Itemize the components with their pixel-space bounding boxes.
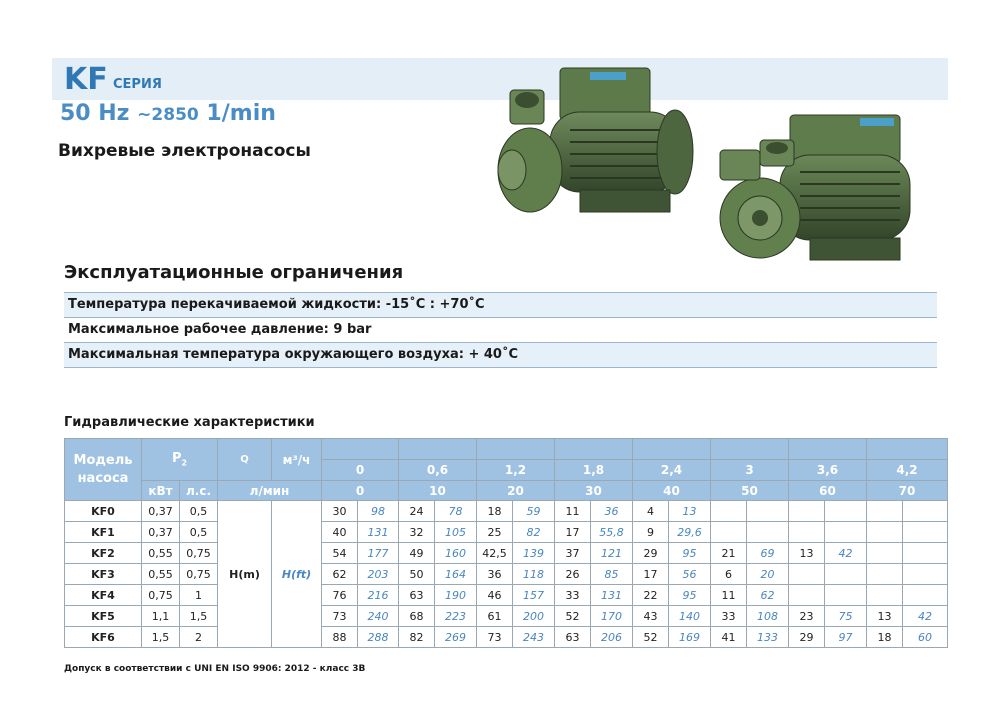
- head-ft-cell: 105: [435, 522, 477, 543]
- head-m-cell: 23: [789, 606, 825, 627]
- head-m-cell: [711, 501, 747, 522]
- head-ft-cell: 121: [591, 543, 633, 564]
- head-m-cell: 76: [322, 585, 358, 606]
- power-kw-cell: 1,5: [142, 627, 180, 648]
- head-m-cell: 26: [555, 564, 591, 585]
- table-row: [65, 543, 948, 564]
- head-ft-cell: 62: [747, 585, 789, 606]
- head-ft-cell: 133: [747, 627, 789, 648]
- head-unit-ft: H(ft): [272, 501, 322, 648]
- head-m-cell: 73: [477, 627, 513, 648]
- power-kw-cell: 0,55: [142, 564, 180, 585]
- head-ft-cell: 288: [358, 627, 399, 648]
- head-ft-cell: 170: [591, 606, 633, 627]
- head-m-cell: 13: [867, 606, 903, 627]
- head-ft-cell: 20: [747, 564, 789, 585]
- frequency: 50 Hz: [60, 101, 130, 126]
- flow-lmin: 10: [399, 481, 477, 501]
- series-code: KF: [64, 62, 108, 97]
- head-m-cell: [711, 522, 747, 543]
- head-m-cell: 52: [555, 606, 591, 627]
- head-m-cell: 88: [322, 627, 358, 648]
- model-cell: KF2: [65, 543, 142, 564]
- head-m-cell: [789, 501, 825, 522]
- head-ft-cell: 240: [358, 606, 399, 627]
- head-ft-cell: 200: [513, 606, 555, 627]
- head-ft-cell: [903, 522, 948, 543]
- head-ft-cell: [825, 522, 867, 543]
- head-m-cell: 40: [322, 522, 358, 543]
- head-ft-cell: 206: [591, 627, 633, 648]
- head-ft-cell: 203: [358, 564, 399, 585]
- head-ft-cell: [825, 564, 867, 585]
- power-kw-cell: 0,75: [142, 585, 180, 606]
- speed-line: [60, 101, 276, 126]
- head-m-cell: [789, 585, 825, 606]
- head-m-cell: 63: [399, 585, 435, 606]
- head-ft-cell: 13: [669, 501, 711, 522]
- head-ft-cell: 157: [513, 585, 555, 606]
- head-m-cell: 9: [633, 522, 669, 543]
- head-m-cell: 49: [399, 543, 435, 564]
- header-kw: кВт: [142, 481, 180, 501]
- model-cell: KF4: [65, 585, 142, 606]
- head-m-cell: 37: [555, 543, 591, 564]
- flow-m3h: 3,6: [789, 460, 867, 481]
- speed-value: 2850: [151, 105, 199, 125]
- head-m-cell: 32: [399, 522, 435, 543]
- flow-lmin: 30: [555, 481, 633, 501]
- head-ft-cell: [903, 564, 948, 585]
- head-m-cell: 68: [399, 606, 435, 627]
- head-m-cell: 54: [322, 543, 358, 564]
- head-ft-cell: 97: [825, 627, 867, 648]
- head-ft-cell: 223: [435, 606, 477, 627]
- head-m-cell: [789, 564, 825, 585]
- head-ft-cell: 118: [513, 564, 555, 585]
- head-m-cell: 17: [555, 522, 591, 543]
- head-ft-cell: 82: [513, 522, 555, 543]
- pump-photo-front: [710, 110, 920, 270]
- hydraulic-title: Гидравлические характеристики: [64, 415, 315, 430]
- footnote: Допуск в соответствии с UNI EN ISO 9906: 2012 - класс 3B: [64, 664, 366, 674]
- head-m-cell: 6: [711, 564, 747, 585]
- head-m-cell: 25: [477, 522, 513, 543]
- flow-m3h: 2,4: [633, 460, 711, 481]
- power-kw-cell: 0,37: [142, 522, 180, 543]
- head-ft-cell: 98: [358, 501, 399, 522]
- head-m-cell: [867, 501, 903, 522]
- head-m-cell: 22: [633, 585, 669, 606]
- head-m-cell: 33: [555, 585, 591, 606]
- speed-prefix: ~: [137, 105, 152, 125]
- head-ft-cell: 164: [435, 564, 477, 585]
- power-kw-cell: 0,55: [142, 543, 180, 564]
- head-ft-cell: 60: [903, 627, 948, 648]
- head-m-cell: [867, 522, 903, 543]
- limits-list: [64, 292, 937, 368]
- flow-lmin: 20: [477, 481, 555, 501]
- header-model: Модель насоса: [65, 439, 142, 501]
- head-ft-cell: [747, 522, 789, 543]
- power-hp-cell: 0,5: [180, 501, 218, 522]
- head-ft-cell: 131: [358, 522, 399, 543]
- subtitle: Вихревые электронасосы: [58, 141, 311, 161]
- head-m-cell: 73: [322, 606, 358, 627]
- head-m-cell: 50: [399, 564, 435, 585]
- head-m-cell: 43: [633, 606, 669, 627]
- table-row: [65, 501, 948, 522]
- model-cell: KF1: [65, 522, 142, 543]
- head-m-cell: 11: [555, 501, 591, 522]
- head-ft-cell: 131: [591, 585, 633, 606]
- head-m-cell: 21: [711, 543, 747, 564]
- head-m-cell: 46: [477, 585, 513, 606]
- head-ft-cell: 59: [513, 501, 555, 522]
- power-kw-cell: 1,1: [142, 606, 180, 627]
- flow-lmin: 50: [711, 481, 789, 501]
- flow-m3h: 0,6: [399, 460, 477, 481]
- hydraulic-table: [64, 438, 948, 648]
- head-m-cell: 29: [789, 627, 825, 648]
- head-m-cell: [867, 564, 903, 585]
- head-ft-cell: [903, 501, 948, 522]
- flow-lmin: 0: [322, 481, 399, 501]
- power-hp-cell: 1,5: [180, 606, 218, 627]
- power-hp-cell: 0,5: [180, 522, 218, 543]
- head-unit-m: H(m): [218, 501, 272, 648]
- head-m-cell: 18: [867, 627, 903, 648]
- flow-lmin: 40: [633, 481, 711, 501]
- head-m-cell: [867, 543, 903, 564]
- limits-title: Эксплуатационные ограничения: [64, 262, 404, 283]
- head-ft-cell: 160: [435, 543, 477, 564]
- flow-m3h: 0: [322, 460, 399, 481]
- head-m-cell: 13: [789, 543, 825, 564]
- head-ft-cell: [825, 501, 867, 522]
- head-ft-cell: 269: [435, 627, 477, 648]
- table-row: [65, 627, 948, 648]
- head-ft-cell: 243: [513, 627, 555, 648]
- head-ft-cell: 177: [358, 543, 399, 564]
- flow-lmin: 70: [867, 481, 948, 501]
- model-cell: KF5: [65, 606, 142, 627]
- head-m-cell: 36: [477, 564, 513, 585]
- model-cell: KF0: [65, 501, 142, 522]
- head-ft-cell: 108: [747, 606, 789, 627]
- flow-m3h: 1,2: [477, 460, 555, 481]
- header-hp: л.с.: [180, 481, 218, 501]
- head-ft-cell: 169: [669, 627, 711, 648]
- head-ft-cell: 190: [435, 585, 477, 606]
- head-ft-cell: 36: [591, 501, 633, 522]
- head-ft-cell: 42: [825, 543, 867, 564]
- head-m-cell: 62: [322, 564, 358, 585]
- head-ft-cell: 216: [358, 585, 399, 606]
- head-m-cell: 41: [711, 627, 747, 648]
- head-m-cell: 17: [633, 564, 669, 585]
- head-ft-cell: [747, 501, 789, 522]
- head-ft-cell: 95: [669, 543, 711, 564]
- head-ft-cell: [825, 585, 867, 606]
- head-ft-cell: 95: [669, 585, 711, 606]
- flow-m3h: 3: [711, 460, 789, 481]
- model-cell: KF3: [65, 564, 142, 585]
- head-m-cell: 29: [633, 543, 669, 564]
- head-ft-cell: 69: [747, 543, 789, 564]
- table-row: [65, 522, 948, 543]
- power-hp-cell: 1: [180, 585, 218, 606]
- head-m-cell: 24: [399, 501, 435, 522]
- head-m-cell: 30: [322, 501, 358, 522]
- head-m-cell: [789, 522, 825, 543]
- header-p2: $P_2$: [142, 439, 218, 481]
- head-ft-cell: 56: [669, 564, 711, 585]
- head-m-cell: 4: [633, 501, 669, 522]
- limit-temperature: Температура перекачиваемой жидкости: -15˚C : +70˚C: [64, 292, 937, 318]
- flow-lmin: 60: [789, 481, 867, 501]
- head-ft-cell: 42: [903, 606, 948, 627]
- head-m-cell: 33: [711, 606, 747, 627]
- header-unit-lmin: л/мин: [218, 481, 322, 501]
- head-ft-cell: 29,6: [669, 522, 711, 543]
- head-m-cell: 82: [399, 627, 435, 648]
- head-ft-cell: 78: [435, 501, 477, 522]
- limit-ambient: Максимальная температура окружающего воздуха: + 40˚C: [64, 343, 937, 368]
- head-m-cell: 18: [477, 501, 513, 522]
- table-row: [65, 585, 948, 606]
- head-m-cell: 63: [555, 627, 591, 648]
- power-hp-cell: 0,75: [180, 543, 218, 564]
- table-row: [65, 606, 948, 627]
- head-m-cell: [867, 585, 903, 606]
- head-m-cell: 61: [477, 606, 513, 627]
- table-row: [65, 564, 948, 585]
- head-m-cell: 11: [711, 585, 747, 606]
- limit-pressure: Максимальное рабочее давление: 9 bar: [64, 318, 937, 343]
- pump-photo-side: [490, 60, 695, 225]
- power-hp-cell: 0,75: [180, 564, 218, 585]
- head-m-cell: 52: [633, 627, 669, 648]
- speed-unit: 1/min: [206, 101, 276, 126]
- header-q: Q: [218, 439, 272, 481]
- head-ft-cell: 55,8: [591, 522, 633, 543]
- flow-m3h: 1,8: [555, 460, 633, 481]
- head-ft-cell: 85: [591, 564, 633, 585]
- header-unit-m3h: м³/ч: [272, 439, 322, 481]
- model-cell: KF6: [65, 627, 142, 648]
- hydraulic-body: [65, 501, 948, 648]
- head-ft-cell: [903, 543, 948, 564]
- head-ft-cell: [903, 585, 948, 606]
- power-hp-cell: 2: [180, 627, 218, 648]
- series-word: СЕРИЯ: [113, 77, 162, 92]
- head-ft-cell: 140: [669, 606, 711, 627]
- flow-m3h: 4,2: [867, 460, 948, 481]
- power-kw-cell: 0,37: [142, 501, 180, 522]
- head-ft-cell: 139: [513, 543, 555, 564]
- head-m-cell: 42,5: [477, 543, 513, 564]
- head-ft-cell: 75: [825, 606, 867, 627]
